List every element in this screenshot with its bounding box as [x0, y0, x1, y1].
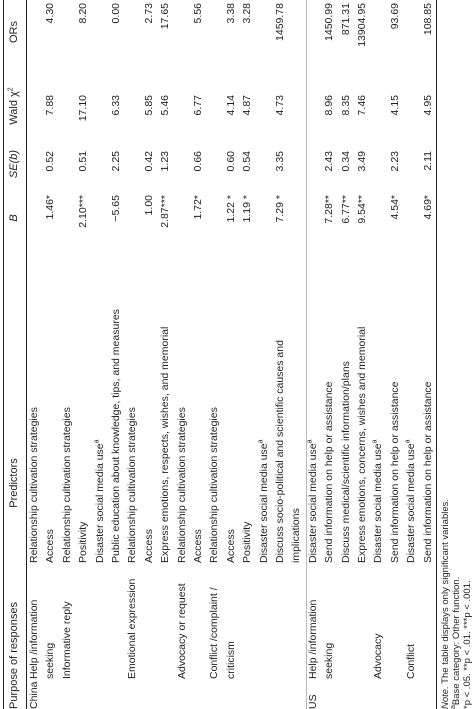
predictor-cell: Disaster social media use$^a$: [306, 439, 319, 563]
predictor-cell: Express emotions, concerns, wishes and memorial: [356, 326, 368, 563]
country-cell: US: [306, 694, 319, 709]
or-cell: 5.56: [192, 3, 204, 24]
b-cell: −5.65: [110, 195, 122, 222]
predictor-cell: Public education about knowledge, tips, and measures: [110, 309, 122, 563]
se-cell: 0.66: [192, 151, 204, 172]
wald-cell: 4.73: [274, 95, 286, 116]
se-cell: 3.49: [356, 151, 368, 172]
se-cell: 0.34: [339, 151, 352, 172]
purpose-cell: Help /information: [306, 599, 319, 679]
b-cell: 1.72*: [192, 195, 204, 220]
predictor-cell: Relationship cultivation strategies: [126, 407, 139, 563]
predictor-cell: Access: [224, 529, 237, 563]
table-top-rule: [3, 0, 4, 709]
se-cell: 1.23: [159, 151, 172, 172]
b-cell: 1.46*: [44, 195, 57, 220]
predictor-cell: Relationship cultivation strategies: [175, 407, 188, 563]
wald-cell: 8.35: [339, 95, 352, 116]
wald-cell: 4.14: [224, 95, 237, 116]
predictor-cell: Send information on help or assistance: [388, 381, 401, 563]
wald-cell: 5.85: [142, 95, 155, 116]
b-cell: 2.87***: [159, 195, 172, 228]
predictor-cell: Disaster social media use$^a$: [257, 439, 270, 563]
purpose-cell: Emotional expression: [126, 578, 139, 679]
se-cell: 2.25: [110, 151, 122, 172]
wald-cell: 4.15: [388, 95, 401, 116]
header-se: SE(b): [8, 149, 20, 179]
se-cell: 3.35: [274, 151, 286, 172]
purpose-cell: Help /information: [28, 599, 40, 679]
se-cell: 0.51: [77, 151, 90, 172]
or-cell: 1459.78: [274, 3, 286, 41]
predictor-cell: Disaster social media use$^a$: [93, 439, 106, 563]
or-cell: 3.28: [241, 3, 254, 24]
or-cell: 2.73: [142, 3, 155, 24]
predictor-cell: Send information on help or assistance: [421, 381, 434, 563]
purpose-cell: Informative reply: [60, 601, 73, 679]
wald-cell: 7.88: [44, 95, 57, 116]
b-cell: 4.54*: [388, 195, 401, 220]
predictor-cell: Discuss medical/scientific information/plans: [339, 361, 352, 563]
predictor-cell: Send information on help or assistance: [323, 381, 336, 563]
b-cell: 1.00: [142, 195, 155, 216]
purpose-cell: Advocacy: [372, 633, 385, 679]
predictor-cell: Express emotions, respects, wishes, and memorial: [159, 326, 172, 563]
predictor-cell: Relationship cultivation strategies: [60, 407, 73, 563]
se-cell: 2.11: [421, 151, 434, 171]
section-divider: [306, 0, 307, 709]
or-cell: 17.65: [159, 3, 172, 30]
se-cell: 0.42: [142, 151, 155, 172]
predictor-cell: Positivity: [241, 521, 254, 563]
se-cell: 2.43: [323, 151, 336, 172]
predictor-cell: Access: [192, 529, 204, 563]
or-cell: 0.00: [110, 3, 122, 24]
predictor-cell: Relationship cultivation strategies: [28, 407, 40, 563]
wald-cell: 7.46: [356, 95, 368, 116]
predictor-cell: Access: [142, 529, 155, 563]
purpose-cell: criticism: [224, 641, 237, 679]
or-cell: 13904.95: [356, 3, 368, 47]
b-cell: 1.19 *: [241, 195, 254, 223]
purpose-cell: Advocacy or request: [175, 583, 188, 679]
predictor-cell: Disaster social media use$^a$: [404, 439, 418, 563]
or-cell: 871.31: [339, 3, 352, 36]
wald-cell: 8.96: [323, 95, 336, 116]
table-bottom-rule: [436, 0, 437, 709]
b-cell: 9.54**: [356, 195, 368, 224]
se-cell: 0.54: [241, 151, 254, 172]
b-cell: 6.77**: [339, 195, 352, 224]
predictor-cell: Disaster social media use$^a$: [371, 439, 385, 563]
wald-cell: 6.77: [192, 95, 204, 116]
header-b: B: [8, 214, 20, 222]
predictor-cell: Discuss socio-political and scientific causes and: [274, 340, 286, 563]
wald-cell: 4.87: [241, 95, 254, 116]
wald-cell: 6.33: [110, 95, 122, 116]
b-cell: 2.10***: [77, 195, 90, 228]
or-cell: 108.85: [421, 3, 434, 36]
se-cell: 2.23: [388, 151, 401, 172]
header-bottom-rule: [26, 0, 27, 709]
predictor-cell: Access: [44, 529, 57, 563]
wald-cell: 5.46: [159, 95, 172, 116]
b-cell: 4.69*: [421, 195, 434, 220]
b-cell: 7.29 *: [274, 195, 286, 223]
wald-cell: 17.10: [77, 95, 90, 122]
or-cell: 93.69: [388, 3, 401, 30]
b-cell: 1.22 *: [224, 195, 237, 223]
se-cell: 0.52: [44, 151, 57, 172]
purpose-cell: seeking: [323, 642, 336, 679]
predictor-cell: Positivity: [77, 521, 90, 563]
b-cell: 7.28**: [323, 195, 336, 224]
or-cell: 8.20: [77, 3, 90, 24]
note-line: Note. The table displays only significant variables.: [440, 498, 451, 709]
header-predictors: Predictors: [8, 458, 20, 508]
header-wald: Wald $\chi^2$: [7, 87, 20, 125]
country-cell: China: [28, 681, 40, 709]
predictor-cell: Relationship cultivation strategies: [208, 407, 221, 563]
predictor-cell: implications: [290, 508, 303, 563]
header-ors: ORs: [8, 21, 20, 43]
purpose-cell: seeking: [44, 642, 57, 679]
purpose-cell: Conflict: [405, 643, 418, 679]
or-cell: 4.30: [44, 3, 57, 24]
header-purpose: Purpose of responses: [8, 601, 20, 709]
or-cell: 3.38: [224, 3, 237, 24]
se-cell: 0.60: [224, 151, 237, 172]
base-category-note: $^a$Base category: Other function.: [449, 576, 462, 709]
or-cell: 1450.99: [323, 3, 336, 41]
purpose-cell: Conflict /complaint /: [208, 587, 221, 679]
wald-cell: 4.95: [421, 95, 434, 116]
significance-note: *p < .05. **p < .01. ***p < .001.: [462, 580, 473, 709]
